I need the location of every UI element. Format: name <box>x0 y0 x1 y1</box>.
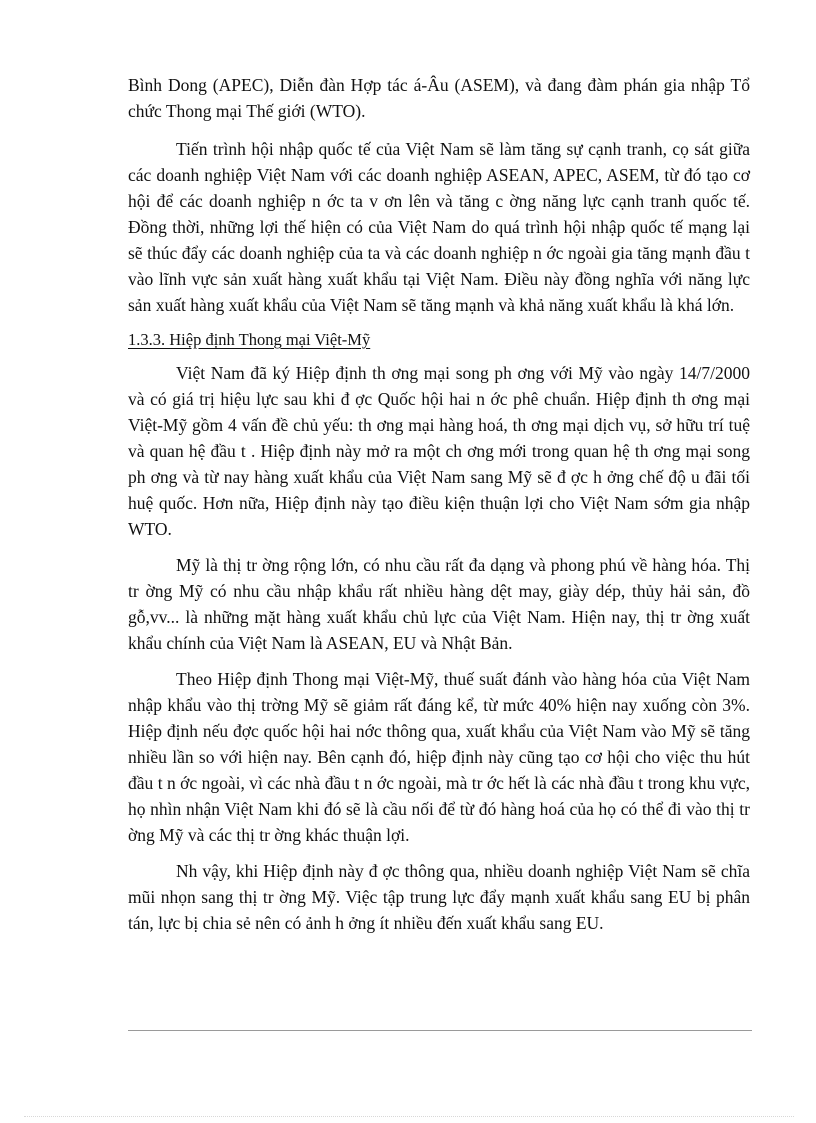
paragraph-us-market: Mỹ là thị tr ờng rộng lớn, có nhu cầu rất đa dạng và phong phú về hàng hóa. Thị tr ờng Mỹ có nhu cầu nhập khẩu rất nhiều hàng dệt may, giày dép, thủy hải sản, đồ gỗ,vv... là những mặt hàng xuất khẩu chủ lực của Việt Nam. Hiện nay, thị tr ờng xuất khẩu chính của Việt Nam là ASEAN, EU và Nhật Bản. <box>128 555 750 653</box>
page-bottom-dotted-border <box>24 1116 794 1117</box>
paragraph-eu-export-impact: Nh vậy, khi Hiệp định này đ ợc thông qua, nhiều doanh nghiệp Việt Nam sẽ chĩa mũi nhọn sang thị tr ờng Mỹ. Việc tập trung lực đẩy mạnh xuất khẩu sang EU bị phân tán, lực bị chia sẻ nên có ảnh h ởng ít nhiều đến xuất khẩu sang EU. <box>128 861 750 933</box>
paragraph-bilateral-agreement: Việt Nam đã ký Hiệp định th ơng mại song ph ơng với Mỹ vào ngày 14/7/2000 và có giá trị hiệu lực sau khi đ ợc Quốc hội hai n ớc phê chuẩn. Hiệp định th ơng mại Việt-Mỹ gồm 4 vấn đề chủ yếu: th ơng mại hàng hoá, th ơng mại dịch vụ, sở hữu trí tuệ và quan hệ đầu t . Hiệp định này mở ra một ch ơng mới trong quan hệ th ơng mại song ph ơng và từ nay hàng xuất khẩu của Việt Nam sang Mỹ sẽ đ ợc h ởng chế độ u đãi tối huệ quốc. Hơn nữa, Hiệp định này tạo điều kiện thuận lợi cho Việt Nam sớm gia nhập WTO. <box>128 363 750 539</box>
document-page <box>128 72 750 946</box>
paragraph-tariff-reduction: Theo Hiệp định Thong mại Việt-Mỹ, thuế suất đánh vào hàng hóa của Việt Nam nhập khẩu vào thị trờng Mỹ sẽ giảm rất đáng kể, từ mức 40% hiện nay xuống còn 3%. Hiệp định nếu đợc quốc hội hai nớc thông qua, xuất khẩu của Việt Nam vào Mỹ sẽ tăng nhiều lần so với hiện nay. Bên cạnh đó, hiệp định này cũng tạo cơ hội cho việc thu hút đầu t n ớc ngoài, vì các nhà đầu t n ớc ngoài, mà tr ớc hết là các nhà đầu t trong khu vực, họ nhìn nhận Việt Nam khi đó sẽ là cầu nối để từ đó hàng hoá của họ có thể đi vào thị tr ờng Mỹ và các thị tr ờng khác thuận lợi. <box>128 669 750 845</box>
paragraph-integration-competition: Tiến trình hội nhập quốc tế của Việt Nam sẽ làm tăng sự cạnh tranh, cọ sát giữa các doanh nghiệp Việt Nam với các doanh nghiệp ASEAN, APEC, ASEM, từ đó tạo cơ hội để các doanh nghiệp n ớc ta v ơn lên và tăng c ờng năng lực cạnh tranh quốc tế. Đồng thời, những lợi thế hiện có của Việt Nam do quá trình hội nhập quốc tế mạng lại sẽ thúc đẩy các doanh nghiệp của ta và các doanh nghiệp n ớc ngoài gia tăng mạnh đầu t vào lĩnh vực sản xuất hàng xuất khẩu tại Việt Nam. Điều này đồng nghĩa với năng lực sản xuất hàng xuất khẩu của Việt Nam sẽ tăng mạnh và khả năng xuất khẩu là khá lớn. <box>128 139 750 315</box>
section-heading-vietnam-us-trade-agreement: 1.3.3. Hiệp định Thong mại Việt-Mỹ <box>128 330 371 349</box>
footer-divider <box>128 1030 752 1031</box>
paragraph-apec-asem-wto: Bình Dong (APEC), Diễn đàn Hợp tác á-Âu (ASEM), và đang đàm phán gia nhập Tổ chức Thong mại Thế giới (WTO). <box>128 75 750 121</box>
